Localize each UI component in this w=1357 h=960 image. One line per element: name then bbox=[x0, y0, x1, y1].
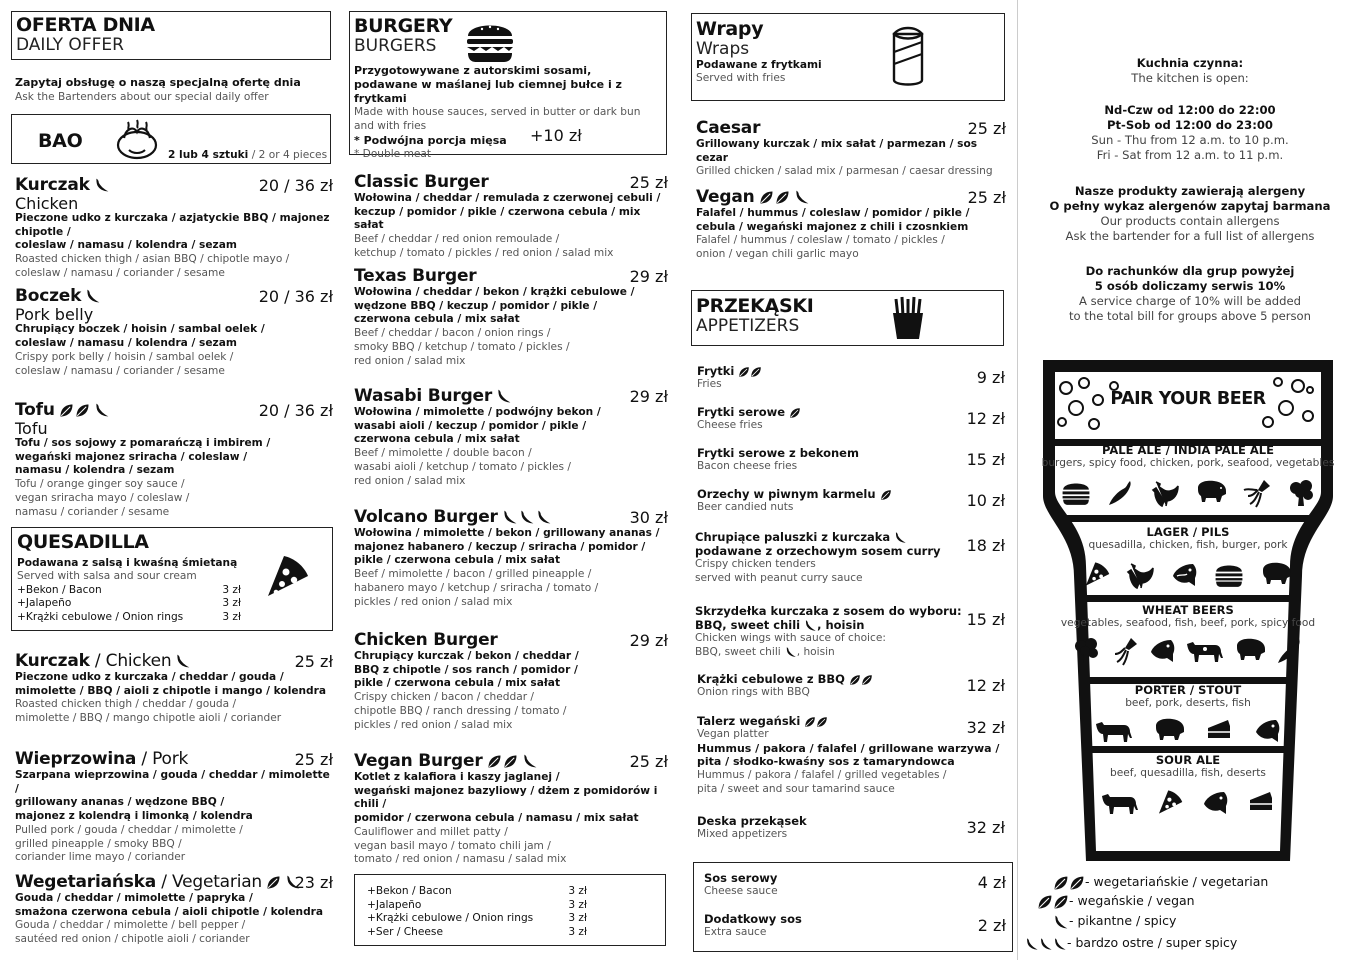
item-desc-en: Beef / mimolette / bacon / grilled pineapple / habanero mayo / ketchup / sriracha / tomato / pickles / red onion / salad mix bbox=[354, 568, 599, 608]
leaf-icon bbox=[861, 674, 873, 686]
beer-style: PORTER / STOUT bbox=[1134, 683, 1242, 697]
item-name: Kurczak bbox=[15, 651, 90, 671]
item-name: Wegetariańska bbox=[15, 872, 157, 892]
beer-foods: burgers, spicy food, chicken, pork, seafood, vegetables bbox=[1041, 457, 1335, 469]
cake-icon bbox=[1204, 716, 1234, 742]
item-desc-pl: Grillowany kurczak / mix sałat / parmezan / sos cezar bbox=[696, 138, 978, 164]
chili-icon bbox=[894, 531, 907, 544]
daily-offer-text bbox=[15, 76, 335, 104]
appetizer-item bbox=[697, 487, 1005, 515]
item-name: Skrzydełka kurczaka z sosem do wyboru: bbox=[695, 604, 962, 618]
extra-row: +Bekon / Bacon 3 zł bbox=[367, 885, 587, 897]
item-name-en: / Chicken bbox=[89, 651, 172, 671]
chili-icon bbox=[794, 189, 810, 205]
quesadilla-item-wieprzowina bbox=[15, 750, 333, 865]
item-price: 29 zł bbox=[629, 267, 668, 286]
beer-style: WHEAT BEERS bbox=[1142, 603, 1234, 617]
chicken-icon bbox=[1150, 478, 1180, 508]
chili-icon bbox=[502, 509, 518, 525]
bao-item-kurczak bbox=[15, 176, 333, 281]
item-price: 4 zł bbox=[977, 873, 1006, 892]
beer-section bbox=[1040, 754, 1336, 816]
daily-offer-header bbox=[11, 11, 331, 60]
pizza-icon bbox=[264, 552, 310, 600]
item-desc-en: Chicken wings with sauce of choice: bbox=[695, 632, 886, 644]
chili-icon bbox=[785, 646, 797, 658]
item-desc-pl: Wołowina / cheddar / remulada z czerwonej cebuli / keczup / pomidor / pikle / czerwona cebula / mix sałat bbox=[354, 192, 661, 232]
item-price: 18 zł bbox=[966, 536, 1005, 555]
burger-icon bbox=[1213, 560, 1245, 588]
extra-row: +Bekon / Bacon 3 zł bbox=[17, 583, 241, 596]
item-name: Wieprzowina bbox=[15, 749, 137, 769]
item-price: 15 zł bbox=[966, 450, 1005, 469]
chili-icon bbox=[175, 653, 191, 669]
item-desc-en: Tofu / orange ginger soy sauce / vegan sriracha mayo / coleslaw / namasu / coriander / sesame bbox=[15, 478, 190, 518]
item-name: Deska przekąsek bbox=[697, 814, 807, 828]
quesadilla-extras bbox=[17, 584, 241, 625]
item-desc-en: Gouda / cheddar / mimolette / bell pepper / sautéed red onion / chipotle aioli / coriander bbox=[15, 919, 250, 946]
quesadilla-box bbox=[11, 527, 333, 631]
burgers-title: BURGERY bbox=[354, 15, 453, 37]
appetizer-item bbox=[697, 814, 1005, 842]
legend-vegetarian: - wegetariańskie / vegetarian bbox=[1025, 874, 1268, 891]
item-name: Kurczak bbox=[15, 175, 90, 195]
item-name: Dodatkowy sos bbox=[704, 912, 802, 926]
leaf-icon bbox=[849, 674, 861, 686]
burger-icon bbox=[464, 16, 516, 64]
beer-style: SOUR ALE bbox=[1155, 753, 1221, 767]
item-name: Texas Burger bbox=[354, 266, 477, 286]
wrap-item-caesar bbox=[696, 119, 1006, 179]
wrap-icon bbox=[886, 24, 930, 90]
item-price: 25 zł bbox=[294, 750, 333, 769]
cake-icon bbox=[1246, 788, 1276, 814]
item-name: Volcano Burger bbox=[354, 507, 498, 527]
bao-pieces bbox=[168, 149, 327, 161]
burgers-header bbox=[349, 11, 667, 161]
double-meat-pl: * Podwójna porcja mięsa bbox=[354, 134, 507, 148]
appetizer-item bbox=[697, 672, 1005, 700]
item-desc-en: Pulled pork / gouda / cheddar / mimolette / grilled pineapple / smoky BBQ / coriander lime mayo / coriander bbox=[15, 823, 243, 864]
pig-icon bbox=[1259, 560, 1293, 586]
item-name-line2: podawane z orzechowym sosem curry bbox=[695, 544, 941, 558]
item-desc-en: Grilled chicken / salad mix / parmesan / caesar dressing bbox=[696, 165, 993, 178]
item-name: Chicken Burger bbox=[354, 630, 498, 650]
beer-foods: quesadilla, chicken, fish, burger, pork bbox=[1088, 539, 1288, 551]
item-desc-pl: Falafel / hummus / coleslaw / pomidor / pikle / cebula / wegański majonez z chili i czosnkiem bbox=[696, 207, 970, 233]
leaf-icon bbox=[750, 366, 762, 378]
item-desc-pl: Kotlet z kalafiora i kaszy jaglanej / wegański majonez bazyliowy / dżem z pomidorów i chili / pomidor / czerwona cebula / namasu / mix sałat bbox=[354, 771, 658, 825]
chili-icon bbox=[522, 753, 538, 769]
item-name: Vegan bbox=[696, 187, 755, 207]
item-price: 20 / 36 zł bbox=[258, 287, 333, 306]
burger-item-wasabi bbox=[354, 387, 668, 488]
bao-title: BAO bbox=[38, 130, 83, 152]
extra-row: +Jalapeño 3 zł bbox=[17, 597, 241, 609]
item-desc-en: Cauliflower and millet patty / vegan basil mayo / tomato chili jam / tomato / red onion / namasu / salad mix bbox=[354, 825, 567, 866]
legend-vegan: - wegańskie / vegan bbox=[1025, 893, 1195, 910]
beer-section bbox=[1040, 444, 1336, 508]
burgers-desc-pl: Przygotowywane z autorskimi sosami, podawane w maślanej lub ciemnej bułce i z frytkami bbox=[354, 64, 622, 105]
appetizer-item bbox=[697, 446, 1005, 474]
item-name-en: Bacon cheese fries bbox=[697, 460, 798, 472]
item-price: 32 zł bbox=[966, 718, 1005, 737]
squid-icon bbox=[1109, 636, 1139, 666]
legend-spicy: - pikantne / spicy bbox=[1025, 913, 1176, 930]
page-fold-divider bbox=[1017, 0, 1018, 960]
item-name-en: Extra sauce bbox=[704, 926, 767, 938]
item-price: 32 zł bbox=[966, 818, 1005, 837]
item-desc-pl: Gouda / cheddar / mimolette / papryka / smażona czerwona cebula / aioli chipotle / kolendra bbox=[15, 892, 324, 918]
quesadilla-line-en: Served with salsa and sour cream bbox=[17, 570, 197, 582]
bao-header bbox=[11, 114, 331, 164]
appetizer-item bbox=[697, 364, 1005, 392]
item-name: Frytki serowe z bekonem bbox=[697, 446, 859, 460]
leaf-icon bbox=[1069, 875, 1085, 891]
kitchen-hours: Kuchnia czynna: The kitchen is open: Nd-Czw od 12:00 do 22:00 Pt-Sob od 12:00 do 23:00 Sun - Thu from 12 a.m. to 10 p.m. Fri - Sat from 12 a.m. to 11 p.m. bbox=[1091, 56, 1289, 162]
beer-foods: vegetables, seafood, fish, beef, pork, spicy food bbox=[1060, 617, 1316, 629]
item-name: Orzechy w piwnym karmelu bbox=[697, 487, 876, 501]
extra-row: +Jalapeño 3 zł bbox=[367, 898, 587, 911]
item-desc-en: Beef / cheddar / red onion remoulade / ketchup / tomato / pickles / red onion / salad mix bbox=[354, 233, 614, 259]
appetizers-title: PRZEKĄSKI bbox=[696, 295, 814, 317]
chili-icon bbox=[519, 509, 535, 525]
fish-icon bbox=[1200, 788, 1230, 816]
chili-icon bbox=[1039, 937, 1053, 951]
sauce-item bbox=[704, 871, 1006, 899]
beer-section bbox=[1040, 684, 1336, 744]
beer-foods: beef, pork, deserts, fish bbox=[1125, 697, 1251, 709]
wraps-header bbox=[691, 13, 1005, 101]
item-name: Tofu bbox=[15, 400, 55, 420]
chili-icon bbox=[1106, 478, 1136, 508]
item-name: Wasabi Burger bbox=[354, 386, 493, 406]
chili-icon bbox=[496, 388, 512, 404]
appetizers-header bbox=[691, 290, 1004, 346]
burger-item-classic bbox=[354, 173, 668, 261]
fish-icon bbox=[1147, 636, 1177, 664]
item-price: 29 zł bbox=[629, 631, 668, 650]
item-desc-en: Roasted chicken thigh / asian BBQ / chipotle mayo / coleslaw / namasu / coriander / sesame bbox=[15, 253, 290, 279]
beer-section bbox=[1040, 526, 1336, 590]
item-desc-pl: Chrupiący boczek / hoisin / sambal oelek / coleslaw / namasu / kolendra / sezam bbox=[15, 323, 265, 349]
item-desc-en: Beef / mimolette / double bacon / wasabi aioli / ketchup / tomato / pickles / red onion / salad mix bbox=[354, 447, 571, 487]
item-name-en: Fries bbox=[697, 378, 722, 390]
double-meat-en: * Double meat bbox=[354, 148, 432, 161]
leaf-icon bbox=[487, 754, 502, 769]
item-desc-pl: Pieczone udko z kurczaka / azjatyckie BBQ / majonez chipotle / coleslaw / namasu / kolendra / sezam bbox=[15, 212, 330, 252]
bao-item-tofu bbox=[15, 401, 333, 519]
item-name: Talerz wegański bbox=[697, 714, 801, 728]
item-name-en: Onion rings with BBQ bbox=[697, 686, 810, 698]
chili-icon bbox=[94, 402, 110, 418]
item-name-en: Tofu bbox=[15, 419, 48, 438]
item-name: Caesar bbox=[696, 118, 761, 138]
item-price: 12 zł bbox=[966, 676, 1005, 695]
chili-icon bbox=[94, 177, 110, 193]
chicken-icon bbox=[1125, 560, 1155, 590]
item-name-en: Mixed appetizers bbox=[697, 828, 788, 840]
beer-style: LAGER / PILS bbox=[1146, 525, 1230, 539]
leaf-icon bbox=[775, 190, 790, 205]
appetizers-title-en: APPETIZERS bbox=[696, 316, 800, 336]
item-name-en: / Vegetarian bbox=[156, 872, 263, 892]
leaf-icon bbox=[738, 366, 750, 378]
leaf-icon bbox=[1037, 894, 1053, 910]
item-price: 25 zł bbox=[967, 188, 1006, 207]
leaf-icon bbox=[266, 875, 281, 890]
quesadilla-title: QUESADILLA bbox=[17, 531, 149, 553]
item-price: 30 zł bbox=[629, 508, 668, 527]
broccoli-icon bbox=[1071, 636, 1101, 666]
cow-icon bbox=[1100, 788, 1140, 816]
item-price: 25 zł bbox=[967, 119, 1006, 138]
item-name: Frytki serowe bbox=[697, 405, 786, 419]
daily-offer-title-en: DAILY OFFER bbox=[16, 35, 124, 55]
beer-section bbox=[1040, 604, 1336, 666]
pig-icon bbox=[1233, 636, 1267, 662]
bao-pieces-en: / 2 or 4 pieces bbox=[248, 149, 328, 161]
fries-icon bbox=[888, 295, 928, 341]
legend-super-spicy: - bardzo ostre / super spicy bbox=[1025, 935, 1237, 951]
item-desc-en: Crispy chicken tenders bbox=[695, 558, 816, 570]
service-charge-notice: Do rachunków dla grup powyżej 5 osób doliczamy serwis 10% A service charge of 10% will be added to the total bill for groups above 5 person bbox=[1068, 264, 1311, 323]
chili-icon bbox=[536, 509, 552, 525]
chili-icon bbox=[804, 619, 817, 632]
burgers-desc-en: Made with house sauces, served in butter or dark bun and with fries bbox=[354, 106, 641, 132]
item-price: 29 zł bbox=[629, 387, 668, 406]
chili-icon bbox=[1053, 937, 1067, 951]
item-desc-en: Crispy chicken / bacon / cheddar / chipotle BBQ / ranch dressing / tomato / pickles / red onion / salad mix bbox=[354, 691, 567, 731]
wraps-title: Wrapy bbox=[696, 18, 764, 40]
item-name-en: Chicken bbox=[15, 194, 79, 213]
wraps-title-en: Wraps bbox=[696, 39, 750, 59]
item-desc-pl: Hummus / pakora / falafel / grillowane warzywa / pita / słodko-kwaśny sos z tamaryndowca bbox=[697, 741, 1000, 769]
cow-icon bbox=[1185, 636, 1225, 664]
extra-row: +Krążki cebulowe / Onion rings 3 zł bbox=[367, 912, 587, 925]
wrap-item-vegan bbox=[696, 188, 1006, 262]
appetizer-item bbox=[697, 405, 1005, 433]
item-name: Sos serowy bbox=[704, 871, 778, 885]
pizza-icon bbox=[1083, 560, 1111, 588]
item-name-en: Cheese sauce bbox=[704, 885, 778, 897]
item-name: Krążki cebulowe z BBQ bbox=[697, 672, 845, 686]
item-price: 20 / 36 zł bbox=[258, 176, 333, 195]
daily-offer-title: OFERTA DNIA bbox=[16, 14, 155, 36]
leaf-icon bbox=[804, 716, 816, 728]
chili-icon bbox=[1053, 914, 1069, 930]
chili-icon bbox=[85, 288, 101, 304]
broccoli-icon bbox=[1286, 478, 1316, 508]
extra-row: +Krążki cebulowe / Onion rings 3 zł bbox=[17, 610, 241, 623]
item-name-en: / Pork bbox=[136, 749, 189, 769]
burger-item-chicken bbox=[354, 631, 668, 732]
item-desc-en: Falafel / hummus / coleslaw / tomato / pickles / onion / vegan chili garlic mayo bbox=[696, 234, 945, 261]
daily-offer-line-en: Ask the Bartenders about our special daily offer bbox=[15, 91, 269, 103]
item-desc-pl: Tofu / sos sojowy z pomarańczą i imbirem / wegański majonez sriracha / coleslaw / namasu / kolendra / sezam bbox=[15, 437, 271, 477]
item-price: 25 zł bbox=[629, 173, 668, 192]
item-name: Classic Burger bbox=[354, 172, 489, 192]
quesadilla-line-pl: Podawana z salsą i kwaśną śmietaną bbox=[17, 557, 238, 569]
burger-item-texas bbox=[354, 267, 668, 368]
item-price: 2 zł bbox=[977, 916, 1006, 935]
leaf-icon bbox=[1053, 894, 1069, 910]
item-desc-en: Beef / cheddar / bacon / onion rings / smoky BBQ / ketchup / tomato / pickles / red onion / salad mix bbox=[354, 327, 570, 367]
leaf-icon bbox=[503, 754, 518, 769]
item-price: 12 zł bbox=[966, 409, 1005, 428]
burgers-title-en: BURGERS bbox=[354, 36, 437, 56]
leaf-icon bbox=[816, 716, 828, 728]
double-meat-price: +10 zł bbox=[530, 126, 582, 145]
daily-offer-line-pl: Zapytaj obsługę o naszą specjalną ofertę dnia bbox=[15, 76, 301, 89]
allergen-notice: Nasze produkty zawierają alergeny O pełny wykaz alergenów zapytaj barmana Our products contain allergens Ask the bartender for a full list of allergens bbox=[1049, 184, 1331, 243]
item-desc-pl: Wołowina / mimolette / bekon / grillowany ananas / majonez habanero / keczup / sriracha / pomidor / pikle / czerwona cebula / mix sałat bbox=[354, 527, 660, 567]
beer-pairing-title: PAIR YOUR BEER bbox=[1110, 389, 1266, 409]
burger-item-volcano bbox=[354, 508, 668, 609]
item-desc-en: Roasted chicken thigh / cheddar / gouda / mimolette / BBQ / mango chipotle aioli / coriander bbox=[15, 698, 282, 725]
item-desc-en: served with peanut curry sauce bbox=[695, 571, 863, 584]
item-desc-pl: Szarpana wieprzowina / gouda / cheddar / mimolette / grillowany ananas / wędzone BBQ / majonez z kolendrą i limonką / kolendra bbox=[15, 769, 330, 823]
item-name-en: Pork belly bbox=[15, 305, 94, 324]
item-name: Chrupiące paluszki z kurczaka bbox=[695, 530, 891, 544]
chili-icon bbox=[1275, 636, 1305, 666]
bao-icon bbox=[114, 118, 160, 160]
item-price: 20 / 36 zł bbox=[258, 401, 333, 420]
leaf-icon bbox=[759, 190, 774, 205]
appetizer-item bbox=[697, 714, 1005, 797]
item-price: 23 zł bbox=[294, 873, 333, 892]
burger-extras-box bbox=[354, 874, 666, 946]
item-name-en: Beer candied nuts bbox=[697, 501, 794, 513]
extra-row: +Ser / Cheese 3 zł bbox=[367, 926, 587, 939]
wraps-line-en: Served with fries bbox=[696, 72, 786, 84]
item-name-line2: BBQ, sweet chili bbox=[695, 618, 801, 632]
item-name-en: Vegan platter bbox=[697, 728, 769, 740]
bao-pieces-pl: 2 lub 4 sztuki bbox=[168, 149, 249, 161]
sauces-box bbox=[693, 862, 1013, 952]
item-name: Frytki bbox=[697, 364, 735, 378]
item-desc-en: Hummus / pakora / falafel / grilled vegetables / pita / sweet and sour tamarind sauce bbox=[697, 769, 947, 795]
fish-icon bbox=[1169, 560, 1199, 588]
leaf-icon bbox=[59, 403, 74, 418]
beer-foods: beef, quesadilla, fish, deserts bbox=[1110, 767, 1266, 779]
quesadilla-item-kurczak bbox=[15, 652, 333, 726]
quesadilla-item-wegetarianska bbox=[15, 873, 333, 947]
fish-icon bbox=[1252, 716, 1282, 744]
item-price: 25 zł bbox=[294, 652, 333, 671]
squid-icon bbox=[1242, 478, 1272, 508]
appetizer-item bbox=[695, 530, 1005, 585]
beer-style: PALE ALE / INDIA PALE ALE bbox=[1102, 443, 1274, 457]
item-name: Boczek bbox=[15, 286, 82, 306]
leaf-icon bbox=[75, 403, 90, 418]
item-price: 9 zł bbox=[976, 368, 1005, 387]
item-desc-pl: Pieczone udko z kurczaka / cheddar / gouda / mimolette / BBQ / aioli z chipotle i mango / kolendra bbox=[15, 671, 327, 697]
item-desc-en: Crispy pork belly / hoisin / sambal oelek / coleslaw / namasu / coriander / sesame bbox=[15, 351, 234, 378]
beer-pairing-glass bbox=[1040, 356, 1336, 870]
item-desc-pl: Wołowina / cheddar / bekon / krążki cebulowe / wędzone BBQ / keczup / pomidor / pikle / czerwona cebula / mix sałat bbox=[354, 286, 635, 326]
item-desc-pl: Wołowina / mimolette / podwójny bekon / wasabi aioli / keczup / pomidor / pikle / czerwona cebula / mix sałat bbox=[354, 406, 601, 446]
cow-icon bbox=[1094, 716, 1134, 744]
burger-item-vegan bbox=[354, 752, 668, 867]
appetizer-item: Skrzydełka kurczaka z sosem do wyboru: BBQ, sweet chili , hoisin Chicken wings with sauce of choice: BBQ, sweet chili , hoisin 15 zł bbox=[695, 604, 1005, 658]
item-price: 15 zł bbox=[966, 610, 1005, 629]
item-desc-pl: Chrupiący kurczak / bekon / cheddar / BBQ z chipotle / sos ranch / pomidor / pikle / czerwona cebula / mix sałat bbox=[354, 650, 579, 690]
sauce-item bbox=[704, 912, 1006, 940]
pig-icon bbox=[1194, 478, 1228, 504]
item-name: Vegan Burger bbox=[354, 751, 483, 771]
wraps-line-pl: Podawane z frytkami bbox=[696, 59, 822, 71]
item-name-en: Cheese fries bbox=[697, 419, 763, 431]
item-price: 25 zł bbox=[629, 752, 668, 771]
chili-icon bbox=[1025, 937, 1039, 951]
pig-icon bbox=[1152, 716, 1186, 742]
burger-icon bbox=[1060, 478, 1092, 506]
item-price: 10 zł bbox=[966, 491, 1005, 510]
leaf-icon bbox=[1053, 875, 1069, 891]
bao-item-boczek bbox=[15, 287, 333, 379]
leaf-icon bbox=[880, 489, 892, 501]
leaf-icon bbox=[789, 407, 801, 419]
pizza-icon bbox=[1156, 788, 1184, 816]
